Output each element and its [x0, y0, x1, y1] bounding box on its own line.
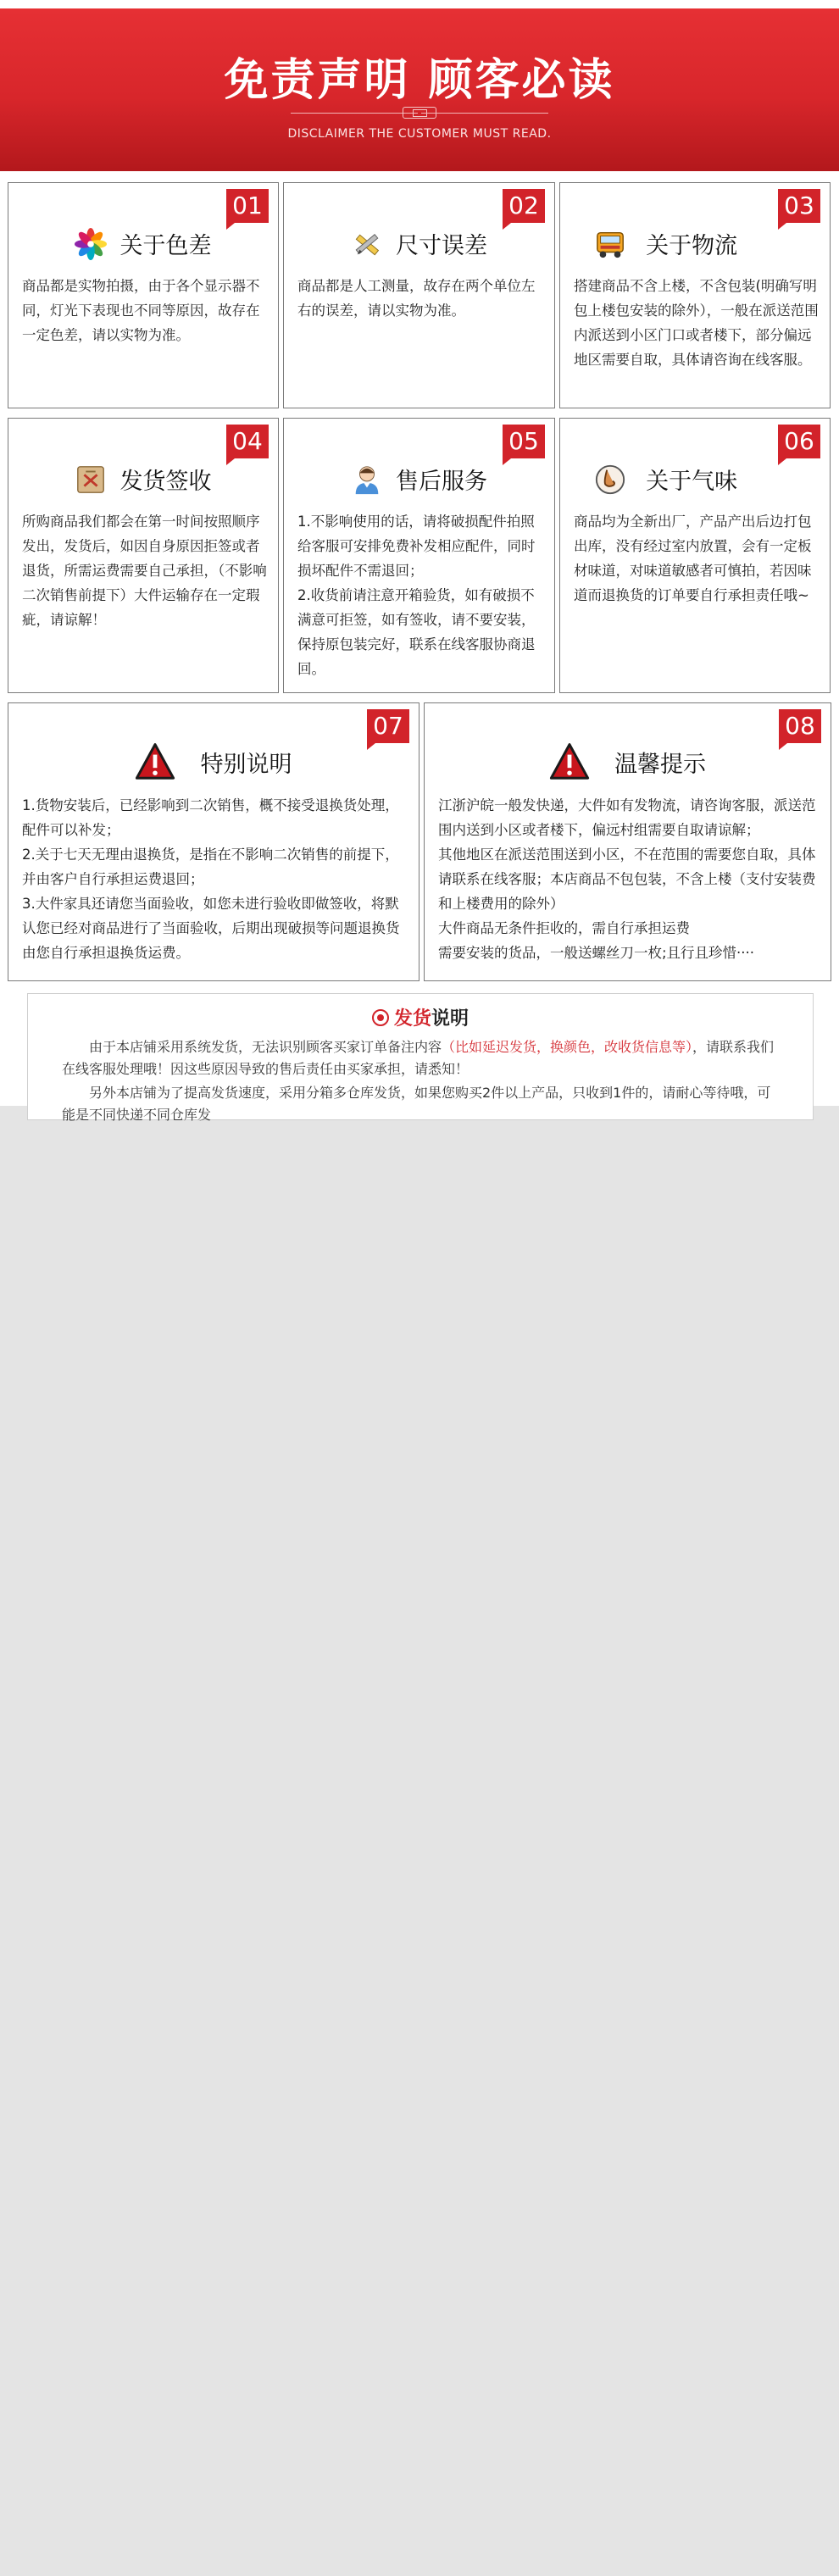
card-logistics	[559, 182, 831, 408]
card-body: 商品都是实物拍摄，由于各个显示器不同，灯光下表现也不同等原因，故存在一定色差，请以实物为准。	[22, 278, 260, 343]
card-number-badge: 02	[503, 189, 545, 223]
card-body: 1.货物安装后，已经影响到二次销售，概不接受退换货处理，配件可以补发； 2.关于七天无理由退换货，是指在不影响二次销售的前提下，并由客户自行承担运费退回； 3.大件家具还请您当面验收，如您未进行验收即做签收，将默认您已经对商品进行了当面验收，后期出现破损等问题退换货由您自行承担退换货运费。	[22, 797, 400, 961]
warning-icon	[549, 741, 590, 782]
card-title: 发货签收	[119, 469, 212, 495]
truck-icon	[594, 228, 626, 260]
disclaimer-page	[0, 0, 839, 1123]
target-dot-icon	[372, 1009, 389, 1026]
card-body: 江浙沪皖一般发快递，大件如有发物流，请咨询客服，派送范围内送到小区或者楼下，偏远村组需要自取请谅解； 其他地区在派送范围送到小区，不在范围的需要您自取，具体请联系在线客服；本店商品不包包装，不含上楼（支付安装费和上楼费用的除外） 大件商品无条件拒收的，需自行承担运费 需要安装的货品，一般送螺丝刀一枚;且行且珍惜····	[438, 797, 816, 961]
shipping-notice	[27, 993, 814, 1123]
card-body: 1.不影响使用的话，请将破损配件拍照给客服可安排免费补发相应配件，同时损坏配件不需退回； 2.收货前请注意开箱验货，如有破损不满意可拒签，如有签收，请不要安装，保持原包装完好，联系在线客服协商退回。	[297, 514, 536, 677]
card-title: 尺寸误差	[396, 233, 488, 259]
card-warm-tips	[424, 702, 831, 981]
banner-divider-right	[421, 113, 548, 114]
card-title: 关于气味	[646, 469, 738, 495]
card-title: 售后服务	[396, 469, 488, 495]
card-number-badge: 04	[226, 425, 269, 458]
banner-divider-left	[291, 113, 418, 114]
card-title: 关于色差	[119, 233, 212, 259]
warning-icon	[135, 741, 175, 782]
card-body: 商品都是人工测量，故存在两个单位左右的误差，请以实物为准。	[297, 278, 536, 319]
card-body: 所购商品我们都会在第一时间按照顺序发出，发货后，如因自身原因拒签或者退货，所需运费需要自己承担，（不影响二次销售前提下）大件运输存在一定瑕疵，请谅解！	[22, 514, 267, 628]
nose-icon	[594, 464, 626, 496]
header-banner	[0, 8, 839, 171]
card-number-badge: 05	[503, 425, 545, 458]
card-number-badge: 01	[226, 189, 269, 223]
color-wheel-icon	[75, 228, 107, 260]
card-title: 关于物流	[646, 233, 738, 259]
card-size-error	[283, 182, 555, 408]
package-icon	[75, 464, 107, 496]
customer-service-icon	[351, 464, 383, 496]
card-color-difference	[8, 182, 279, 408]
card-special-note	[8, 702, 420, 981]
card-number-badge: 06	[778, 425, 820, 458]
card-body: 商品均为全新出厂，产品产出后边打包出库，没有经过室内放置，会有一定板材味道，对味道敏感者可慎拍，若因味道而退换货的订单要自行承担责任哦~	[574, 514, 812, 603]
card-delivery-signing	[8, 418, 279, 693]
card-odor	[559, 418, 831, 693]
ruler-pencil-icon	[351, 228, 383, 260]
banner-title: 免责声明 顾客必读	[224, 55, 615, 106]
card-number-badge: 03	[778, 189, 820, 223]
banner-subtitle: DISCLAIMER THE CUSTOMER MUST READ.	[287, 127, 552, 141]
card-title: 温馨提示	[614, 751, 707, 778]
card-number-badge: 08	[779, 709, 821, 743]
card-after-sales	[283, 418, 555, 693]
notice-title: 发货说明	[28, 1004, 813, 1030]
card-title: 特别说明	[200, 751, 292, 778]
card-body: 搭建商品不含上楼，不含包装(明确写明包上楼包安装的除外），一般在派送范围内派送到小区门口或者楼下，部分偏远地区需要自取，具体请咨询在线客服。	[574, 278, 819, 368]
notice-paragraph-1: 由于本店铺采用系统发货，无法识别顾客买家订单备注内容（比如延迟发货，换颜色，改收货信息等），请联系我们在线客服处理哦！因这些原因导致的售后责任由买家承担，请悉知！	[62, 1039, 775, 1077]
notice-paragraph-2: 另外本店铺为了提高发货速度，采用分箱多仓库发货，如果您购买2件以上产品，只收到1件的，请耐心等待哦，可能是不同快递不同仓库发	[62, 1085, 771, 1123]
card-number-badge: 07	[367, 709, 409, 743]
